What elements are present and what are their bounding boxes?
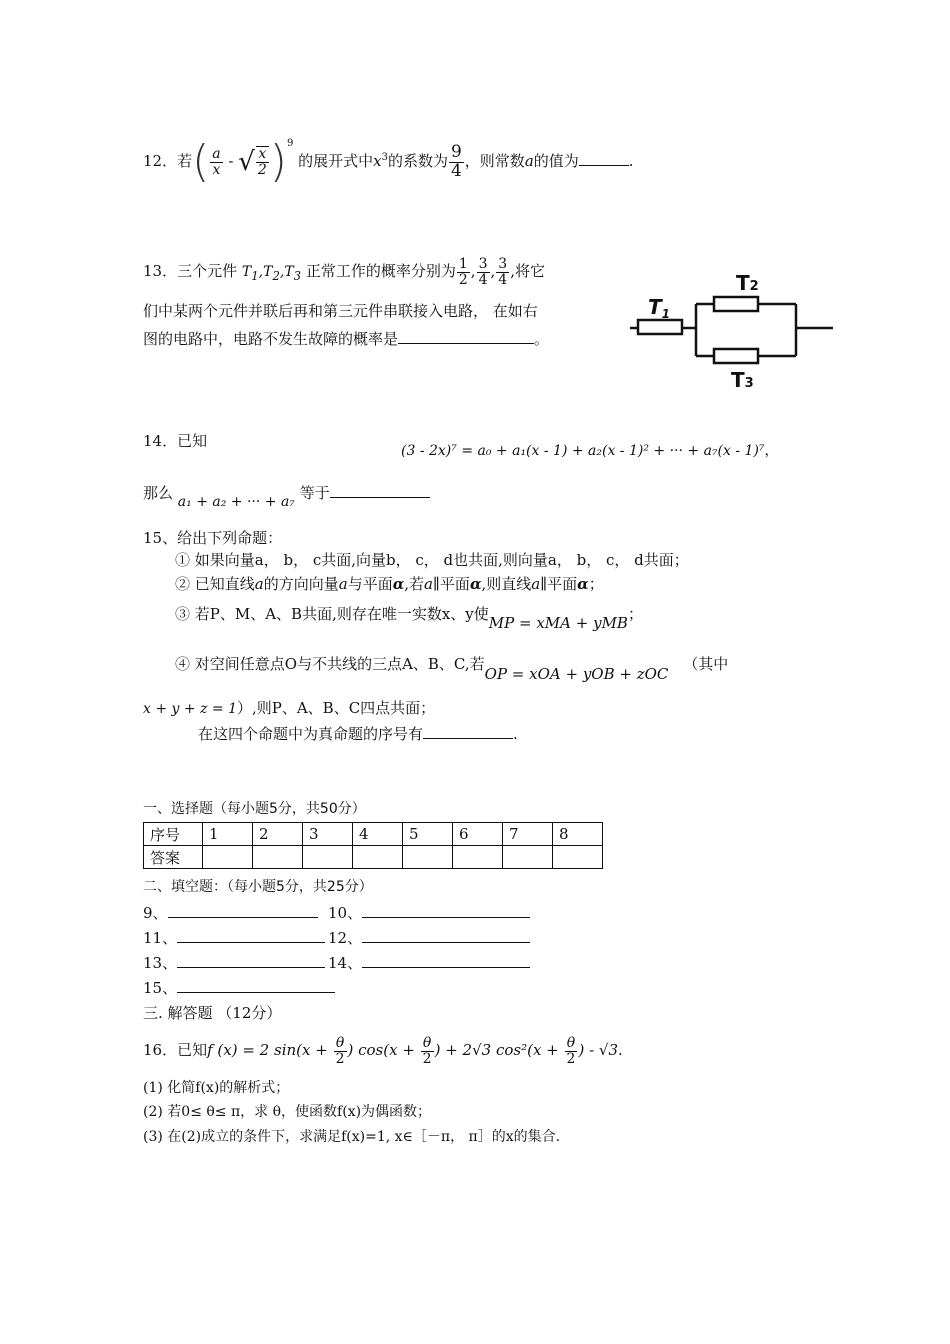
q14-sum: a₁ + a₂ + ··· + a₇ <box>177 494 295 510</box>
resistor-t3 <box>714 349 758 363</box>
answer-cell[interactable] <box>553 846 603 869</box>
header-cell: 6 <box>453 823 503 846</box>
fill-item-9: 9、 <box>143 902 318 923</box>
question-13-line2: 们中某两个元件并联后再和第三元件串联接入电路， 在如右 <box>143 302 538 320</box>
header-cell: 4 <box>353 823 403 846</box>
q13-text2: ,将它 <box>510 262 545 280</box>
answer-cell[interactable] <box>403 846 453 869</box>
q13-elements: $T_1,T_2,T_3$ <box>241 264 302 283</box>
q16-part-2: (2) 若0≤ θ≤ π，求 θ，使函数f(x)为偶函数； <box>143 1104 432 1120</box>
answer-cell[interactable] <box>303 846 353 869</box>
header-cell: 序号 <box>144 823 203 846</box>
q16-part-3: (3) 在(2)成立的条件下，求满足f(x)=1, x∈［－π， π］的x的集合. <box>143 1129 561 1145</box>
question-14-equation <box>401 440 779 460</box>
q12-label: 12．若 <box>143 152 193 170</box>
table-row <box>144 823 603 846</box>
fill-blank[interactable] <box>177 942 325 943</box>
question-15-title: 15、给出下列命题： <box>143 529 283 547</box>
fill-blank[interactable] <box>177 992 335 993</box>
q12-text3: ，则常数 <box>464 152 525 170</box>
q13-text1: 正常工作的概率分别为 <box>305 262 456 280</box>
answer-cell[interactable] <box>453 846 503 869</box>
q14-comma: ， <box>764 443 779 459</box>
fill-item-11: 11、 <box>143 927 325 948</box>
fill-blank[interactable] <box>362 917 530 918</box>
section2-title: 二、填空题：（每小题5分，共25分） <box>143 879 373 895</box>
q12-text4: 的值为 <box>533 152 579 170</box>
left-paren: ( <box>192 136 210 187</box>
q12-x-exponent: 3 <box>381 152 388 163</box>
q13-prob-3: $\frac{3}{4}$ <box>498 255 508 288</box>
q12-text1: 的展开式中 <box>298 152 374 170</box>
q14-eq: (3 - 2x)⁷ = a₀ + a₁(x - 1) + a₂(x - 1)² + ··· + a₇(x - 1)⁷ <box>401 443 765 459</box>
answer-cell[interactable] <box>203 846 253 869</box>
q15-item-1: ① 如果向量a， b， c共面,向量b， c， d也共面,则向量a， b， c， d共面； <box>175 551 689 569</box>
header-cell: 5 <box>403 823 453 846</box>
q14-answer-blank[interactable] <box>330 497 430 498</box>
fill-blank[interactable] <box>168 917 318 918</box>
q12-end: . <box>628 152 634 170</box>
section3-title: 三. 解答题 （12分） <box>143 1004 282 1022</box>
q16-part-1: (1) 化简f(x)的解析式； <box>143 1080 290 1096</box>
answer-cell[interactable] <box>353 846 403 869</box>
question-16: 16．已知f (x) = 2 sin(x + $\frac{\theta}{2}$ ) cos(x + $\frac{\theta}{2}$ ) + 2√3 cos²(x + $\frac{\theta}{2}$ ) - √3. <box>143 1034 623 1067</box>
q15-item-4: ④ 对空间任意点O与不共线的三点A、B、C,若OP = xOA + yOB + zOC （其中 <box>175 655 729 683</box>
fill-item-15: 15、 <box>143 977 335 998</box>
fill-blank[interactable] <box>177 967 325 968</box>
question-14-label: 14．已知 <box>143 432 208 450</box>
q13-prob-2: $\frac{3}{4}$ <box>478 255 488 288</box>
header-cell: 3 <box>303 823 353 846</box>
header-cell: 7 <box>503 823 553 846</box>
question-14-line2 <box>143 478 430 509</box>
answer-table <box>143 822 603 869</box>
answer-cell[interactable] <box>503 846 553 869</box>
q13-answer-blank[interactable] <box>398 343 534 344</box>
q15-item-2: ② 已知直线a的方向向量a与平面α,若a∥平面α,则直线a∥平面α； <box>175 575 604 593</box>
circuit-diagram <box>628 272 843 392</box>
q13-text3: 图的电路中，电路不发生故障的概率是 <box>143 330 399 348</box>
q12-a: a <box>524 152 534 170</box>
answer-label-cell: 答案 <box>144 846 203 869</box>
fill-blank[interactable] <box>362 942 530 943</box>
q12-text2: 的系数为 <box>387 152 448 170</box>
header-cell: 1 <box>203 823 253 846</box>
label-t3: T3 <box>731 368 754 392</box>
q12-coef-frac: $\frac{9}{4}$ <box>450 141 462 181</box>
q14-equals: 等于 <box>299 484 330 502</box>
table-row <box>144 846 603 869</box>
question-13-line1: 13．三个元件 $T_1,T_2,T_3$ 正常工作的概率分别为 $\frac{1}{2}$ , $\frac{3}{4}$ , $\frac{3}{4}$ ,将它 <box>143 255 545 288</box>
section1-title: 一、选择题（每小题5分，共50分） <box>143 801 366 817</box>
fill-item-14: 14、 <box>328 952 530 973</box>
label-t1: $T_1$ <box>648 295 671 321</box>
q15-item-3: ③ 若P、M、A、B共面,则存在唯一实数x、y使MP = xMA + yMB； <box>175 605 643 632</box>
fill-item-10: 10、 <box>328 902 530 923</box>
q13-end: 。 <box>534 330 550 348</box>
fill-blank[interactable] <box>362 967 530 968</box>
header-cell: 8 <box>553 823 603 846</box>
fill-item-13: 13、 <box>143 952 325 973</box>
right-paren: ) <box>269 136 287 187</box>
q12-answer-blank[interactable] <box>579 165 629 166</box>
sqrt-sign: √ <box>238 147 255 177</box>
q15-answer-blank[interactable] <box>423 738 513 739</box>
q15-ask: 在这四个命题中为真命题的序号有 . <box>198 725 518 743</box>
q14-then: 那么 <box>143 484 174 502</box>
resistor-t1 <box>638 320 682 334</box>
q12-minus: - <box>228 152 234 170</box>
q12-frac-a-over-x: $\frac{a}{x}$ <box>212 145 221 178</box>
answer-cell[interactable] <box>253 846 303 869</box>
header-cell: 2 <box>253 823 303 846</box>
q13-prob-1: $\frac{1}{2}$ <box>458 255 468 288</box>
resistor-t2 <box>714 297 758 311</box>
question-12 <box>143 134 634 194</box>
q12-frac-x-over-2: $\frac{x}{2}$ <box>257 146 267 178</box>
q12-x: x <box>373 152 382 170</box>
q15-item-4-cont: x + y + z = 1）,则P、A、B、C四点共面； <box>143 699 436 717</box>
fill-item-12: 12、 <box>328 927 530 948</box>
question-13-line3 <box>143 328 549 349</box>
q12-exponent: 9 <box>286 138 294 149</box>
label-t2: T2 <box>736 272 759 295</box>
q13-label: 13．三个元件 <box>143 262 238 280</box>
